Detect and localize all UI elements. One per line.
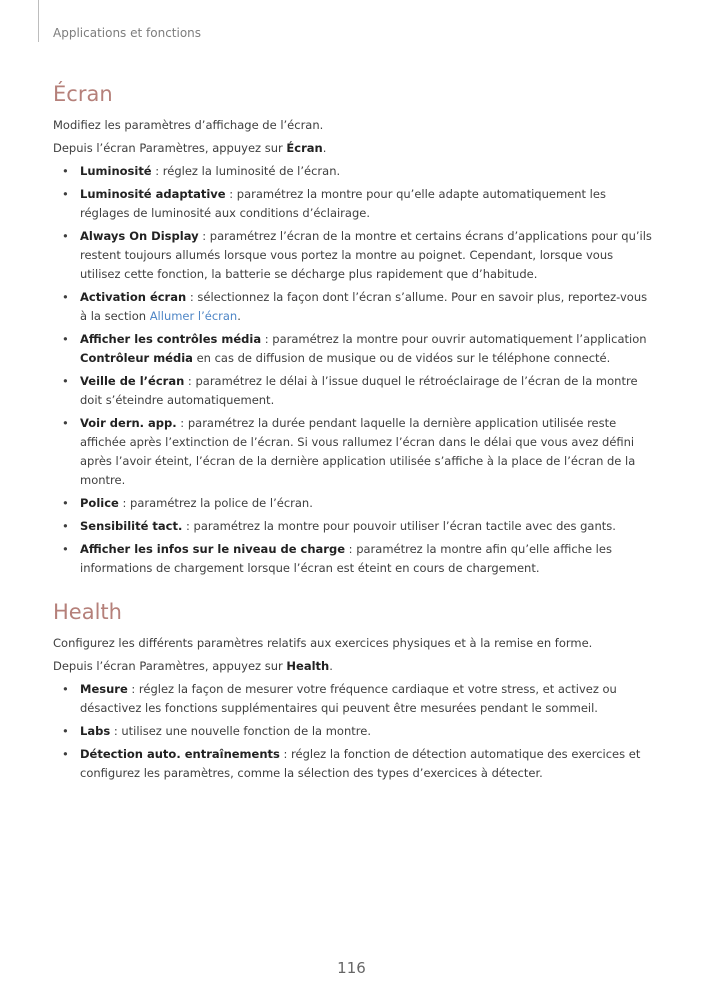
list-item-activation-ecran bbox=[53, 288, 653, 326]
page-number: 116 bbox=[337, 959, 366, 977]
item-term: Luminosité adaptative bbox=[80, 187, 226, 201]
item-term: Always On Display bbox=[80, 229, 199, 243]
item-desc: : utilisez une nouvelle fonction de la montre. bbox=[110, 724, 371, 738]
item-desc: : paramétrez la montre pour pouvoir utiliser l’écran tactile avec des gants. bbox=[182, 519, 616, 533]
item-term: Activation écran bbox=[80, 290, 187, 304]
section-health bbox=[53, 598, 653, 783]
path-prefix: Depuis l’écran Paramètres, appuyez sur bbox=[53, 659, 287, 673]
list-item-mesure bbox=[53, 680, 653, 718]
list-item-labs bbox=[53, 722, 653, 741]
item-term: Labs bbox=[80, 724, 111, 738]
bullet: • bbox=[62, 682, 69, 696]
bullet: • bbox=[62, 374, 69, 388]
header-divider bbox=[38, 0, 39, 42]
item-term: Afficher les contrôles média bbox=[80, 332, 262, 346]
bullet: • bbox=[62, 519, 69, 533]
bullet: • bbox=[62, 496, 69, 510]
item-desc: en cas de diffusion de musique ou de vidéos sur le téléphone connecté. bbox=[192, 351, 611, 365]
list-item-police bbox=[53, 494, 653, 513]
bullet: • bbox=[62, 229, 69, 243]
item-term: Détection auto. entraînements bbox=[80, 747, 280, 761]
item-desc: : paramétrez la durée pendant laquelle la dernière application utilisée reste affichée après l’extinction de l’écran. Si vous rallumez l’écran dans le délai que vous avez défini après l’avoir éteint, l’écran de la dernière application utilisée s’affiche à la place de l’écran de la montre. bbox=[80, 416, 636, 487]
item-term: Police bbox=[80, 496, 119, 510]
list-item-veille-ecran bbox=[53, 372, 653, 410]
item-desc: : paramétrez l’écran de la montre et certains écrans d’applications pour qu’ils restent toujours allumés lorsque vous portez la montre au poignet. Cependant, lorsque vous utilisez cette fonction, la batterie se décharge plus rapidement que d’habitude. bbox=[80, 229, 652, 281]
bullet: • bbox=[62, 416, 69, 430]
section-ecran bbox=[53, 80, 653, 578]
bullet: • bbox=[62, 164, 69, 178]
ecran-settings-list bbox=[53, 162, 653, 578]
list-item-controles-media bbox=[53, 330, 653, 368]
link-allumer-ecran[interactable]: Allumer l’écran bbox=[149, 309, 238, 323]
item-desc: : réglez la fonction de détection automatique des exercices et configurez les paramètres, comme la sélection des types d’exercices à détecter. bbox=[80, 747, 641, 780]
item-desc: : paramétrez la montre pour ouvrir automatiquement l’application bbox=[261, 332, 647, 346]
bullet: • bbox=[62, 187, 69, 201]
item-desc: : sélectionnez la façon dont l’écran s’allume. Pour en savoir plus, reportez-vous à la section bbox=[80, 290, 648, 323]
list-item-sensibilite-tact bbox=[53, 517, 653, 536]
path-target: Écran bbox=[286, 141, 323, 155]
bullet: • bbox=[62, 542, 69, 556]
item-desc: : réglez la luminosité de l’écran. bbox=[151, 164, 341, 178]
list-item-always-on-display bbox=[53, 227, 653, 284]
list-item-luminosite-adaptative bbox=[53, 185, 653, 223]
bullet: • bbox=[62, 724, 69, 738]
bullet: • bbox=[62, 332, 69, 346]
section-intro: Modifiez les paramètres d’affichage de l’écran. bbox=[53, 118, 324, 132]
settings-path bbox=[53, 139, 653, 158]
item-desc: : réglez la façon de mesurer votre fréquence cardiaque et votre stress, et activez ou désactivez les fonctions supplémentaires qui peuvent être mesurées pendant le sommeil. bbox=[80, 682, 617, 715]
path-suffix: . bbox=[329, 659, 333, 673]
item-term-app: Contrôleur média bbox=[80, 351, 193, 365]
bullet: • bbox=[62, 747, 69, 761]
item-term: Mesure bbox=[80, 682, 128, 696]
bullet: • bbox=[62, 290, 69, 304]
item-desc: : paramétrez le délai à l’issue duquel le rétroéclairage de l’écran de la montre doit s’éteindre automatiquement. bbox=[80, 374, 638, 407]
path-suffix: . bbox=[322, 141, 327, 155]
item-desc: : paramétrez la police de l’écran. bbox=[118, 496, 313, 510]
item-term: Veille de l’écran bbox=[80, 374, 185, 388]
section-intro: Configurez les différents paramètres relatifs aux exercices physiques et à la remise en forme. bbox=[53, 636, 593, 650]
item-term: Sensibilité tact. bbox=[80, 519, 183, 533]
breadcrumb: Applications et fonctions bbox=[53, 26, 202, 40]
item-term: Afficher les infos sur le niveau de charge bbox=[80, 542, 346, 556]
list-item-infos-charge bbox=[53, 540, 653, 578]
section-title-ecran: Écran bbox=[53, 82, 113, 106]
item-term: Luminosité bbox=[80, 164, 152, 178]
item-term: Voir dern. app. bbox=[80, 416, 177, 430]
item-desc: : paramétrez la montre pour qu’elle adapte automatiquement les réglages de luminosité aux conditions d’éclairage. bbox=[80, 187, 606, 220]
list-item-voir-dern-app bbox=[53, 414, 653, 490]
list-item-detection-auto bbox=[53, 745, 653, 783]
item-end: . bbox=[237, 309, 241, 323]
path-target: Health bbox=[286, 659, 330, 673]
path-prefix: Depuis l’écran Paramètres, appuyez sur bbox=[53, 141, 287, 155]
section-title-health: Health bbox=[53, 600, 122, 624]
page-content bbox=[53, 80, 653, 783]
item-desc: : paramétrez la montre afin qu’elle affiche les informations de chargement lorsque l’écran est éteint en cours de chargement. bbox=[80, 542, 612, 575]
list-item-luminosite bbox=[53, 162, 653, 181]
settings-path bbox=[53, 657, 653, 676]
health-settings-list bbox=[53, 680, 653, 783]
